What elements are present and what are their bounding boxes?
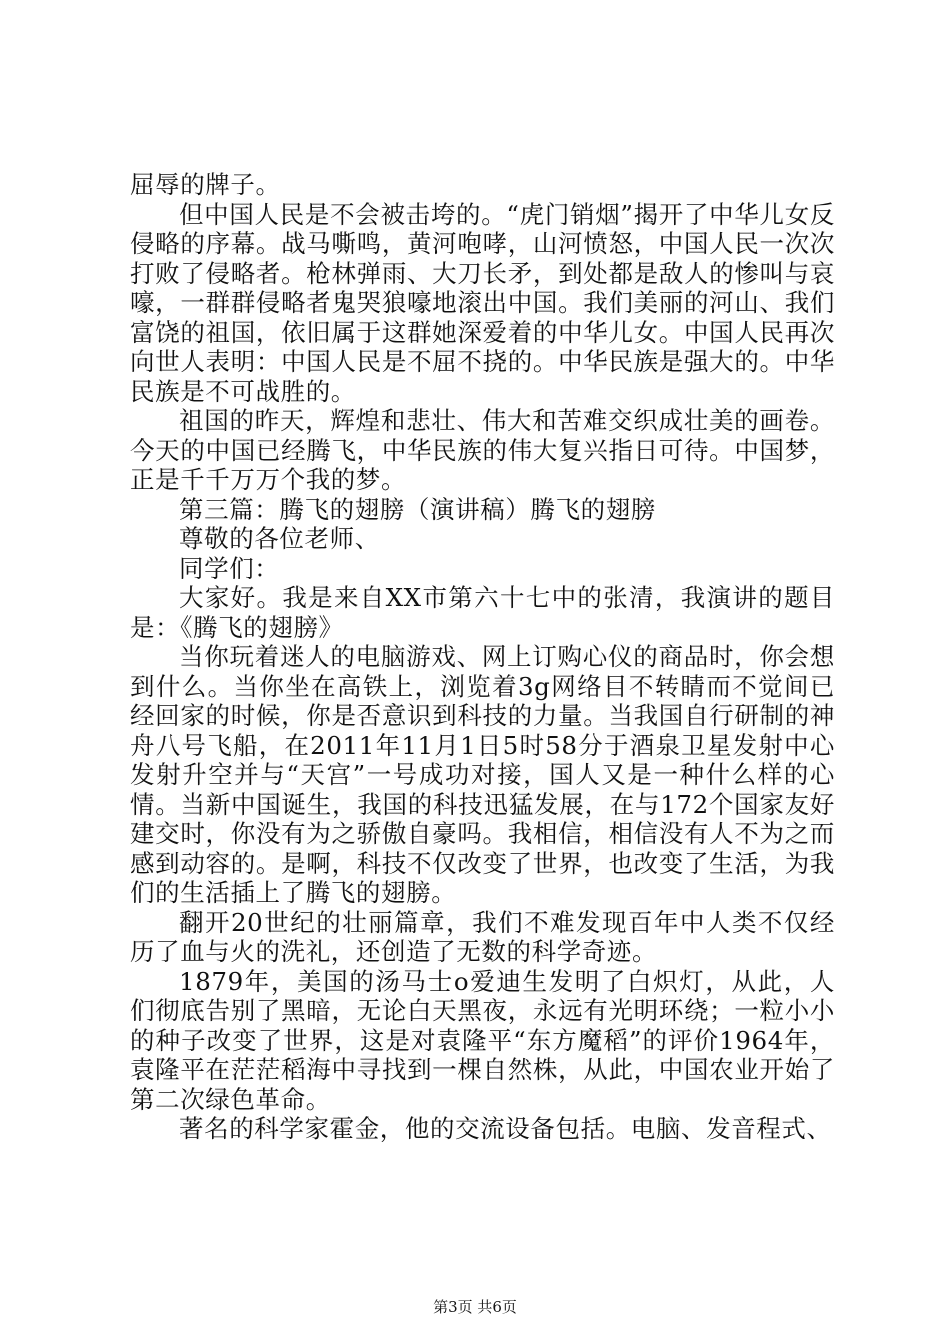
- paragraph: 1879年，美国的汤马士o爱迪生发明了白炽灯，从此，人们彻底告别了黑暗，无论白天黑夜，永远有光明环绕；一粒小小的种子改变了世界，这是对袁隆平“东方魔稻”的评价1964年，袁隆平在茫茫稻海中寻找到一棵自然株，从此，中国农业开始了第二次绿色革命。: [130, 966, 835, 1114]
- document-body: [130, 170, 835, 1144]
- salutation-line: 同学们：: [179, 553, 280, 583]
- paragraph: 但中国人民是不会被击垮的。“虎门销烟”揭开了中华儿女反侵略的序幕。战马嘶鸣，黄河咆哮，山河愤怒，中国人民一次次打败了侵略者。枪林弹雨、大刀长矛，到处都是敌人的惨叫与哀嚎，一群群侵略者鬼哭狼嚎地滚出中国。我们美丽的河山、我们富饶的祖国，依旧属于这群她深爱着的中华儿女。中国人民再次向世人表明：中国人民是不屈不挠的。中华民族是强大的。中华民族是不可战胜的。: [130, 199, 835, 406]
- paragraph: 大家好。我是来自XX市第六十七中的张清，我演讲的题目是：《腾飞的翅膀》: [130, 583, 835, 642]
- paragraph: 著名的科学家霍金，他的交流设备包括。电脑、发音程式、: [179, 1114, 832, 1143]
- paragraph: 祖国的昨天，辉煌和悲壮、伟大和苦难交织成壮美的画卷。今天的中国已经腾飞，中华民族的伟大复兴指日可待。中国梦，正是千千万万个我的梦。: [130, 406, 835, 494]
- salutation-line: 尊敬的各位老师、: [179, 524, 380, 553]
- paragraph: 屈辱的牌子。: [130, 170, 281, 199]
- section-heading: 第三篇：腾飞的翅膀（演讲稿）腾飞的翅膀: [179, 494, 656, 524]
- paragraph: 当你玩着迷人的电脑游戏、网上订购心仪的商品时，你会想到什么。当你坐在高铁上，浏览着3g网络目不转睛而不觉间已经回家的时候，你是否意识到科技的力量。当我国自行研制的神舟八号飞船，在2011年11月1日5时58分于酒泉卫星发射中心发射升空并与“天宫”一号成功对接，国人又是一种什么样的心情。当新中国诞生，我国的科技迅猛发展，在与172个国家友好建交时，你没有为之骄傲自豪吗。我相信，相信没有人不为之而感到动容的。是啊，科技不仅改变了世界，也改变了生活，为我们的生活插上了腾飞的翅膀。: [130, 642, 835, 907]
- page-number-footer: 第3页 共6页: [433, 1298, 517, 1316]
- paragraph: 翻开20世纪的壮丽篇章，我们不难发现百年中人类不仅经历了血与火的洗礼，还创造了无数的科学奇迹。: [130, 907, 835, 966]
